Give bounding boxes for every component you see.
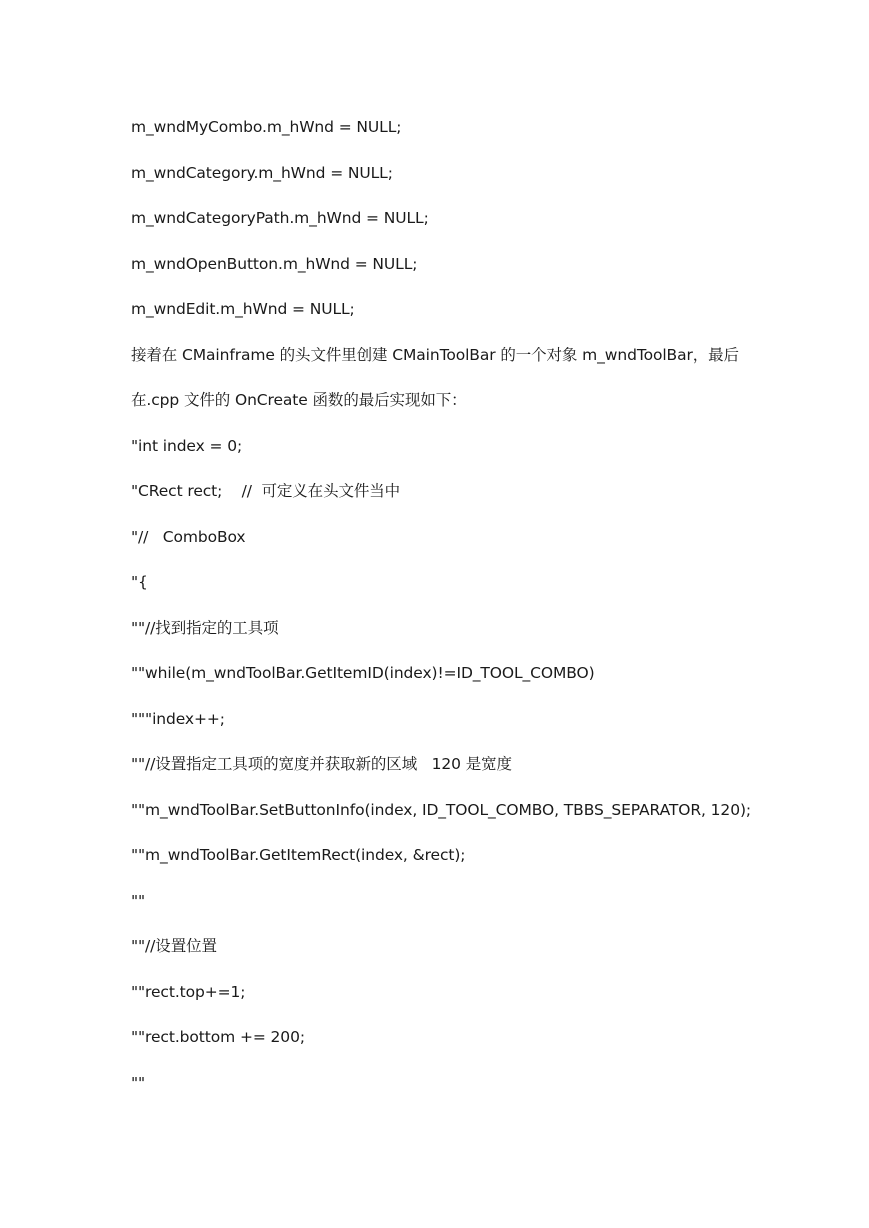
code-line: ""//设置位置 (131, 937, 217, 955)
code-line: "CRect rect; // 可定义在头文件当中 (131, 482, 401, 500)
code-line: "int index = 0; (131, 436, 243, 455)
text-line: 接着在 CMainframe 的头文件里创建 CMainToolBar 的一个对象 m_wndToolBar，最后 (131, 345, 739, 364)
code-line: ""rect.top+=1; (131, 982, 246, 1001)
code-line: "{ (131, 573, 148, 591)
text-line: 在.cpp 文件的 OnCreate 函数的最后实现如下： (131, 391, 467, 409)
code-line: ""m_wndToolBar.GetItemRect(index, &rect); (131, 846, 466, 864)
code-line: "" (131, 891, 146, 910)
text-line: m_wndEdit.m_hWnd = NULL; (131, 300, 355, 318)
code-line: ""m_wndToolBar.SetButtonInfo(index, ID_TOOL_COMBO, TBBS_SEPARATOR, 120); (131, 800, 752, 819)
text-line: m_wndMyCombo.m_hWnd = NULL; (131, 118, 402, 136)
code-line: "// ComboBox (131, 527, 246, 546)
code-line: "" (131, 1073, 146, 1092)
text-line: m_wndCategoryPath.m_hWnd = NULL; (131, 209, 429, 227)
code-line: ""//设置指定工具项的宽度并获取新的区域 120 是宽度 (131, 755, 512, 773)
document-body (131, 116, 751, 1117)
text-line: m_wndCategory.m_hWnd = NULL; (131, 163, 393, 182)
text-line: m_wndOpenButton.m_hWnd = NULL; (131, 254, 418, 273)
code-line: ""rect.bottom += 200; (131, 1028, 305, 1046)
code-line: ""while(m_wndToolBar.GetItemID(index)!=ID_TOOL_COMBO) (131, 664, 595, 682)
code-line: ""//找到指定的工具项 (131, 618, 279, 637)
code-line: """index++; (131, 709, 225, 728)
